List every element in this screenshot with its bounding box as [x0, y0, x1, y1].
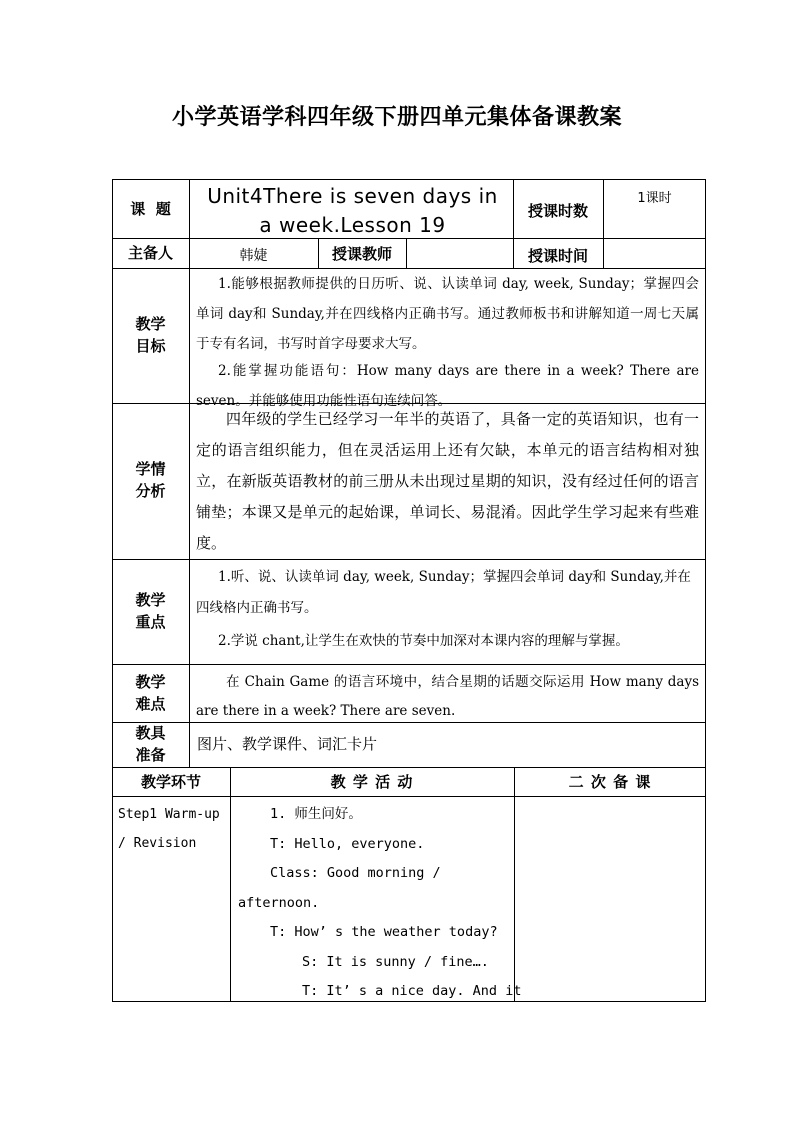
col-stage-header: 教学环节 [140, 773, 201, 791]
revision-content [515, 797, 705, 1001]
goals-item-1: 1.能够根据教师提供的日历听、说、认读单词 day, week, Sunday；掌握四会单词 day和 Sunday,并在四线格内正确书写。通过教师板书和讲解知道一周七天属于专有名词，书写时首字母要求大写。 [196, 276, 699, 352]
analysis-label [112, 458, 189, 502]
time-label: 授课时间 [527, 247, 588, 265]
analysis-label-line1: 学情 [135, 460, 166, 478]
goals-label-line2: 目标 [135, 337, 166, 355]
activity-line: Class: Good morning / [270, 865, 441, 881]
lead-value: 韩婕 [239, 248, 268, 264]
activity-line: 1. 师生问好。 [270, 806, 362, 822]
difficulty-label-line1: 教学 [135, 673, 166, 691]
activity-content [238, 800, 522, 1007]
key-label-line1: 教学 [135, 591, 166, 609]
difficulty-text: 在 Chain Game 的语言环境中，结合星期的话题交际运用 How many days are there in a week? There are seven. [196, 674, 699, 719]
key-label [112, 589, 189, 633]
activity-line: T: It’ s a nice day. And it [302, 983, 522, 999]
aids-value: 图片、教学课件、词汇卡片 [197, 735, 378, 753]
stage-line-2: / Revision [118, 836, 197, 851]
col-activity-header: 教 学 活 动 [330, 773, 414, 791]
goals-label-line1: 教学 [135, 315, 166, 333]
activity-line: T: Hello, everyone. [270, 835, 425, 852]
analysis-content [196, 404, 699, 559]
page-title: 小学英语学科四年级下册四单元集体备课教案 [171, 105, 622, 130]
col-revision-header: 二 次 备 课 [568, 773, 652, 791]
aids-label-line2: 准备 [135, 746, 166, 764]
aids-label [112, 722, 189, 766]
activity-line: afternoon. [238, 894, 320, 911]
goals-item-2: 2.能掌握功能语句：How many days are there in a week? There are seven。并能够使用功能性语句连续问答。 [196, 363, 699, 409]
difficulty-content [196, 668, 699, 726]
aids-label-line1: 教具 [135, 724, 166, 742]
key-item-1: 1.听、说、认读单词 day, week, Sunday；掌握四会单词 day和 Sunday,并在四线格内正确书写。 [196, 569, 691, 616]
analysis-text: 四年级的学生已经学习一年半的英语了，具备一定的英语知识，也有一定的语言组织能力，但在灵活运用上还有欠缺，本单元的语言结构相对独立，在新版英语教材的前三册从未出现过星期的知识，没有经过任何的语言铺垫；本课又是单元的起始课，单词长、易混淆。因此学生学习起来有些难度。 [196, 410, 699, 552]
activity-line: S: It is sunny / fine…. [302, 953, 489, 970]
key-item-2: 2.学说 chant,让学生在欢快的节奏中加深对本课内容的理解与掌握。 [218, 633, 629, 649]
stage-label [118, 800, 230, 858]
teacher-label: 授课教师 [331, 245, 392, 263]
hours-label: 授课时数 [527, 202, 588, 220]
activity-line: T: How’ s the weather today? [270, 924, 498, 940]
goals-content [196, 269, 699, 416]
topic-label: 课 题 [130, 200, 171, 218]
goals-label [112, 313, 189, 357]
analysis-label-line2: 分析 [135, 482, 166, 500]
difficulty-label-line2: 难点 [135, 695, 166, 713]
stage-line-1: Step1 Warm-up [118, 807, 220, 822]
key-content [196, 562, 699, 657]
lead-label: 主备人 [127, 244, 173, 262]
difficulty-label [112, 671, 189, 715]
topic-value: Unit4There is seven days in a week.Lesson 19 [207, 184, 498, 237]
hours-value: 1课时 [637, 191, 672, 206]
key-label-line2: 重点 [135, 613, 166, 631]
